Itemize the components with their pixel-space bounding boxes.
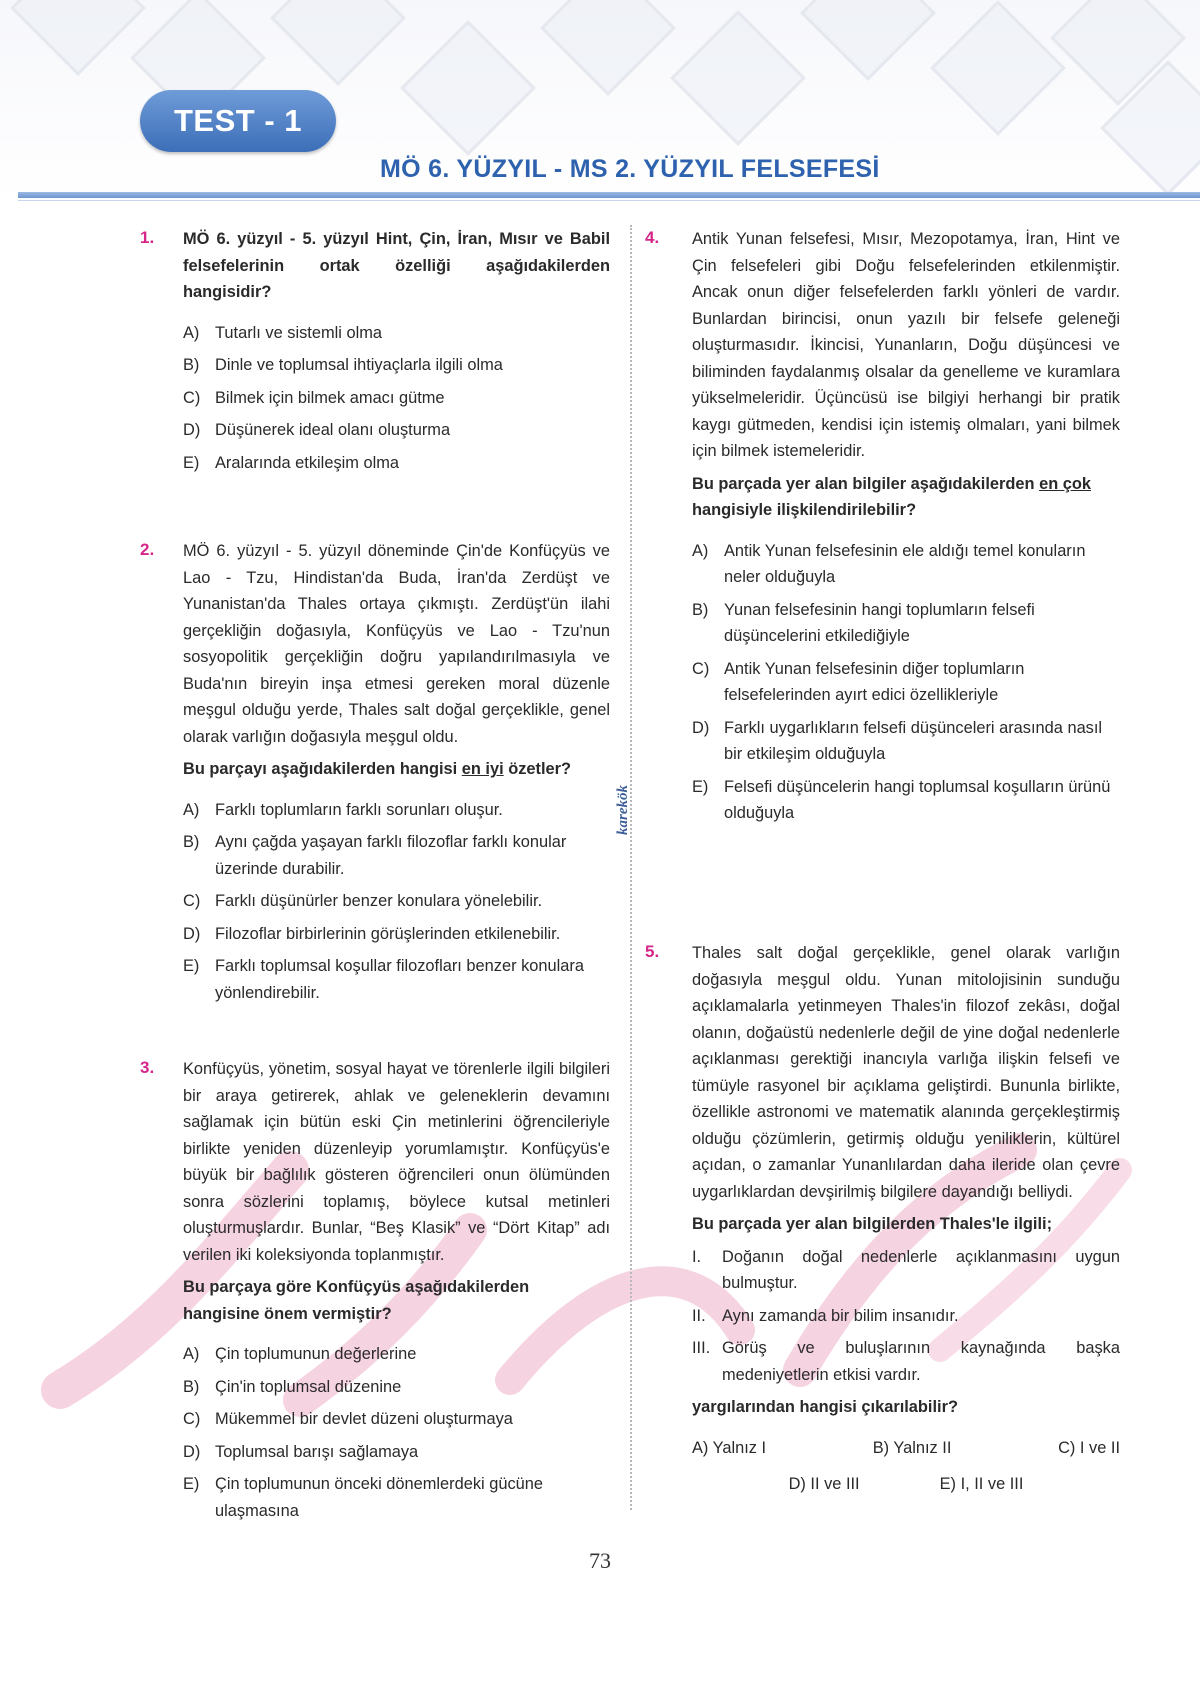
option-b[interactable]: B) Yalnız II [872,1438,952,1457]
option-a[interactable]: A) Tutarlı ve sistemli olma [183,323,382,342]
header-rule-thin [18,200,1200,201]
option-c[interactable]: C) I ve II [1058,1438,1120,1457]
question-4-passage: Antik Yunan felsefesi, Mısır, Mezopotamya, İran, Hint ve Çin felsefeleri gibi Doğu felsefelerinden etkilenmiştir. Ancak onun diğer felsefelerden farklı yönleri de vardır. Bunlardan birincisi, onun yazılı bir felsefe geleneği oluşturmasıdır. İkincisi, Yunanların, Doğu düşüncesi ve biliminden faydalanmış olsalar da genelleme ve kuramlara yükselmeleridir. Üçüncüsü ise bilgiyi herhangi bir pratik kaygı gütmeden, kendisi için istemiş olmaları, yani bilmek için bilmek istemeleridir. [692,230,1120,460]
question-3-number: 3. [140,1058,155,1077]
question-2-number: 2. [140,540,155,559]
option-a[interactable]: A) Çin toplumunun değerlerine [183,1345,417,1363]
question-2-stem: Bu parçayı aşağıdakilerden hangisi en iyi özetler? [183,760,572,778]
page-title: MÖ 6. YÜZYIL - MS 2. YÜZYIL FELSEFESİ [380,155,880,183]
page-number: 73 [589,1548,611,1573]
option-d[interactable]: D) II ve III [788,1475,860,1493]
question-4-options [692,538,1120,827]
question-1 [183,226,610,482]
option-a[interactable]: A) Farklı toplumların farklı sorunları oluşur. [183,800,503,819]
question-2-passage: MÖ 6. yüzyıl - 5. yüzyıl döneminde Çin'de Konfüçyüs ve Lao - Tzu, Hindistan'da Buda, İran'da Zerdüşt ve Yunanistan'da Thales ortaya çıkmıştı. Zerdüşt'ün ilahi gerçekliğin doğasıyla, Konfüçyüs ve Lao - Tzu'nun sosyopolitik gerçekliğin doğru yapılandırılmasıyla ve Buda'nın bireyin inşa etmesi gereken moral düzenle meşgul olduğu yerde, Thales salt doğal gerçeklikle, genel olarak varlığın doğasıyla meşgul oldu. [183,542,610,746]
option-d[interactable]: D) Toplumsal barışı sağlamaya [183,1442,419,1461]
question-2-options [183,797,610,1007]
statement-3: III. Görüş ve buluşlarının kaynağında başka medeniyetlerin etkisi vardır. [692,1339,1120,1384]
question-1-options [183,320,610,477]
question-1-number: 1. [140,228,155,247]
question-5 [692,940,1120,1498]
question-5-passage: Thales salt doğal gerçeklikle, genel olarak varlığın doğasıyla meşgul oldu. Yunan mitolojisinin sunduğu açıklamalarla yetinmeyen Thales'in filozof zekâsı, doğal olanın, doğaüstü nedenlerle değil de yine doğal nedenlerle açıklanması gerektiği inancıyla varlığa ilişkin felsefi ve tümüyle rasyonel bir açıklama geliştirdi. Bununla birlikte, özellikle astronomi ve matematik alanında gerçekleştirmiş olduğu çözümlerin, getirmiş olduğu yeniliklerin, kültürel açıdan, o zamanlar Yunanlılardan daha ileride olan çevre uygarlıklardan devşirilmiş bilgilere dayandığı belliydi. [692,944,1120,1201]
option-a[interactable]: A) Antik Yunan felsefesinin ele aldığı temel konuların neler olduğuyla [692,541,1086,586]
option-c[interactable]: C) Bilmek için bilmek amacı gütme [183,388,445,407]
option-c[interactable]: C) Antik Yunan felsefesinin diğer toplumların felsefelerinden ayırt edici özellikleriyle [692,659,1025,704]
option-e[interactable]: E) Aralarında etkileşim olma [183,453,400,472]
karekok-label: karekök [615,785,631,835]
question-5-stem-end: yargılarından hangisi çıkarılabilir? [692,1398,958,1416]
option-d[interactable]: D) Düşünerek ideal olanı oluşturma [183,421,451,439]
option-b[interactable]: B) Yunan felsefesinin hangi toplumların felsefi düşüncelerini etkilediğiyle [692,600,1035,645]
statement-1: I. Doğanın doğal nedenlerle açıklanmasını uygun bulmuştur. [692,1247,1120,1292]
option-c[interactable]: C) Farklı düşünürler benzer konulara yönelebilir. [183,892,543,910]
option-c[interactable]: C) Mükemmel bir devlet düzeni oluşturmaya [183,1410,513,1428]
option-b[interactable]: B) Dinle ve toplumsal ihtiyaçlarla ilgili olma [183,356,503,374]
statement-2: II. Aynı zamanda bir bilim insanıdır. [692,1306,959,1325]
question-3 [183,1056,610,1530]
test-label: TEST - 1 [140,90,336,152]
option-e[interactable]: E) Çin toplumunun önceki dönemlerdeki gücüne ulaşmasına [183,1475,544,1520]
question-5-statements [692,1244,1120,1389]
question-1-stem: MÖ 6. yüzyıl - 5. yüzyıl Hint, Çin, İran, Mısır ve Babil felsefelerinin ortak özelliği aşağıdakilerden hangisidir? [183,230,610,301]
question-3-stem: Bu parçaya göre Konfüçyüs aşağıdakilerden hangisine önem vermiştir? [183,1278,530,1323]
question-4-number: 4. [645,228,660,247]
question-2 [183,538,610,1012]
option-e[interactable]: E) I, II ve III [939,1475,1024,1493]
question-3-options [183,1341,610,1524]
option-a[interactable]: A) Yalnız I [692,1438,767,1457]
question-5-number: 5. [645,942,660,961]
option-b[interactable]: B) Çin'in toplumsal düzenine [183,1377,402,1396]
question-4-stem: Bu parçada yer alan bilgiler aşağıdakilerden en çok hangisiyle ilişkilendirilebilir? [692,474,1092,519]
option-e[interactable]: E) Felsefi düşüncelerin hangi toplumsal koşulların ürünü olduğuyla [692,777,1111,822]
question-5-stem: Bu parçada yer alan bilgilerden Thales'le ilgili; [692,1215,1053,1233]
question-5-answers-row-1 [692,1435,1120,1462]
question-3-passage: Konfüçyüs, yönetim, sosyal hayat ve törenlerle ilgili bilgileri bir araya getirerek, ahlak ve geleneklerin devamını sağlamak için bütün eski Çin metinlerini öğrencileriyle birlikte yeniden düzenleyip yorumlamıştır. Konfüçyüs'e büyük bir bağlılık gösteren öğrencileri onun ölümünden sonra sözlerini toplamış, böylece kutsal metinleri oluşturmuşlardır. Bunlar, “Beş Klasik” ve “Dört Kitap” adı verilen iki koleksiyonda toplanmıştır. [183,1060,610,1264]
option-b[interactable]: B) Aynı çağda yaşayan farklı filozoflar farklı konular üzerinde durabilir. [183,833,567,878]
header-rule [18,192,1200,198]
option-e[interactable]: E) Farklı toplumsal koşullar filozofları benzer konulara yönlendirebilir. [183,957,584,1002]
option-d[interactable]: D) Filozoflar birbirlerinin görüşlerinden etkilenebilir. [183,924,561,943]
column-divider [630,225,632,1510]
option-d[interactable]: D) Farklı uygarlıkların felsefi düşünceleri arasında nasıl bir etkileşim olduğuyla [692,718,1103,763]
question-5-answers-row-2 [692,1471,1120,1498]
question-4 [692,226,1120,833]
